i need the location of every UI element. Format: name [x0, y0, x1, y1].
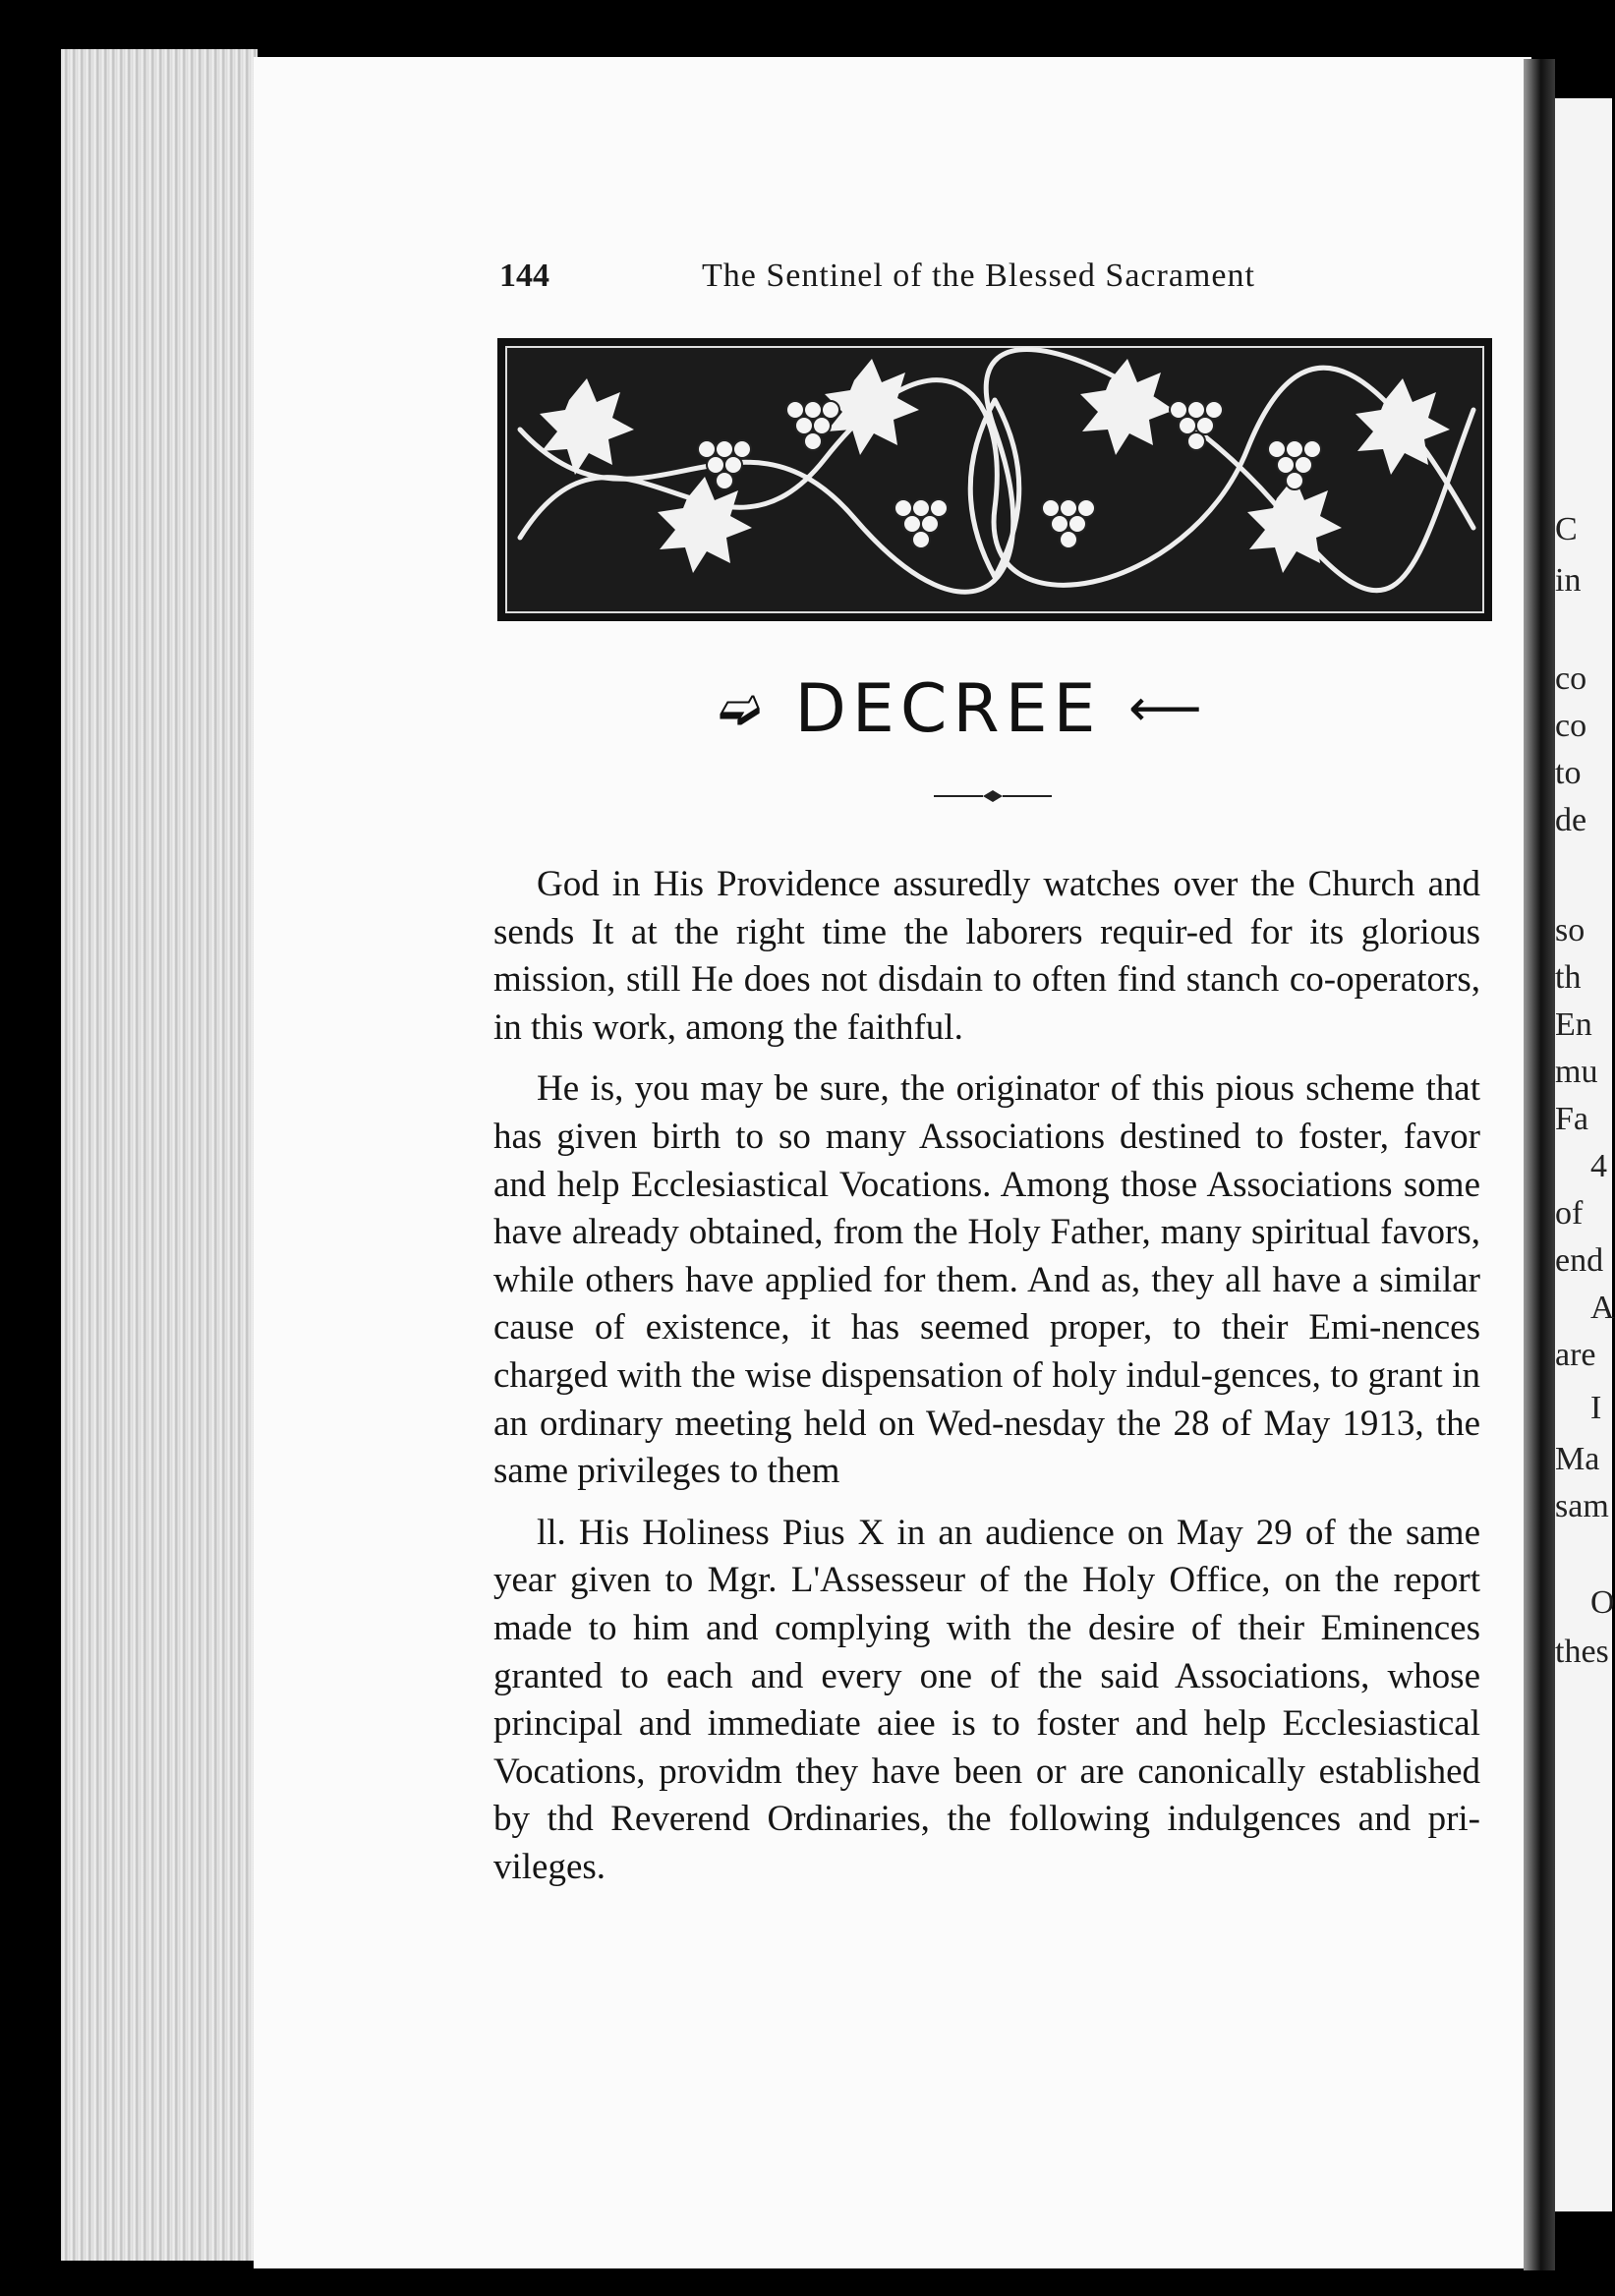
paragraph: God in His Providence assuredly watches over the Church and sends It at the right time the laborers requir-ed for its glorious mission, still He does not disdain to often find stanch co-operators, in this work, among the faithful. — [493, 864, 1480, 1048]
facing-fragment: th — [1555, 959, 1582, 996]
book-gutter-shadow — [1524, 59, 1555, 2270]
facing-fragment: de — [1555, 802, 1587, 838]
facing-fragment: C — [1555, 511, 1578, 547]
title-divider — [934, 786, 1052, 806]
vine-grape-ornament — [497, 338, 1492, 621]
facing-fragment: are — [1555, 1337, 1596, 1373]
running-title: The Sentinel of the Blessed Sacrament — [702, 258, 1255, 294]
facing-fragment: sam — [1555, 1488, 1609, 1524]
facing-fragment: to — [1555, 755, 1582, 791]
facing-fragment: co — [1555, 660, 1587, 697]
facing-fragment: Fa — [1555, 1101, 1588, 1137]
facing-fragment: A — [1590, 1290, 1615, 1326]
facing-fragment: En — [1555, 1006, 1592, 1043]
facing-fragment: in — [1555, 562, 1582, 599]
facing-fragment: I — [1590, 1390, 1602, 1426]
decree-heading — [688, 670, 1239, 759]
decree-body — [493, 861, 1480, 1905]
facing-fragment: 4 — [1590, 1148, 1607, 1184]
paragraph: ll. His Holiness Pius X in an audience on May 29 of the same year given to Mgr. L'Assesseur of the Holy Office, on the report made to him and complying with the desire of their Eminences granted to each and every one of the said Associations, whose principal and immediate aiee is to foster and help Ecclesiastical Vocations, providm they have been or are canonically established by thd Reverend Ordinaries, the following indulgences and pri-vileges. — [493, 1512, 1480, 1887]
decree-title-text: DECREE — [794, 670, 1102, 748]
facing-fragment: of — [1555, 1195, 1584, 1232]
right-arrow-ornament-icon: ➫ — [719, 679, 768, 738]
facing-fragment: mu — [1555, 1054, 1598, 1090]
facing-fragment: end — [1555, 1242, 1604, 1279]
facing-fragment: co — [1555, 708, 1587, 744]
paragraph: He is, you may be sure, the originator of this pious scheme that has given birth to so many Associations destined to foster, favor and help Ecclesiastical Vocations. Among those Associations some have already obtained, from the Holy Father, many spiritual favors, while others have applied for them. And as, they all have a similar cause of existence, it has seemed proper, to their Emi-nences charged with the wise dispensation of holy indul-gences, to grant in an ordinary meeting held on Wed-nesday the 28 of May 1913, the same privileges to them — [493, 1068, 1480, 1492]
left-arrow-ornament-icon: ⟵ — [1128, 679, 1208, 738]
running-header — [499, 258, 1488, 307]
page-number: 144 — [499, 258, 549, 294]
book-page-edges — [61, 49, 258, 2261]
facing-fragment: so — [1555, 912, 1586, 948]
facing-fragment: O — [1590, 1584, 1615, 1621]
facing-fragment: thes — [1555, 1634, 1609, 1670]
facing-page — [1551, 98, 1615, 2211]
facing-fragment: Ma — [1555, 1441, 1600, 1477]
